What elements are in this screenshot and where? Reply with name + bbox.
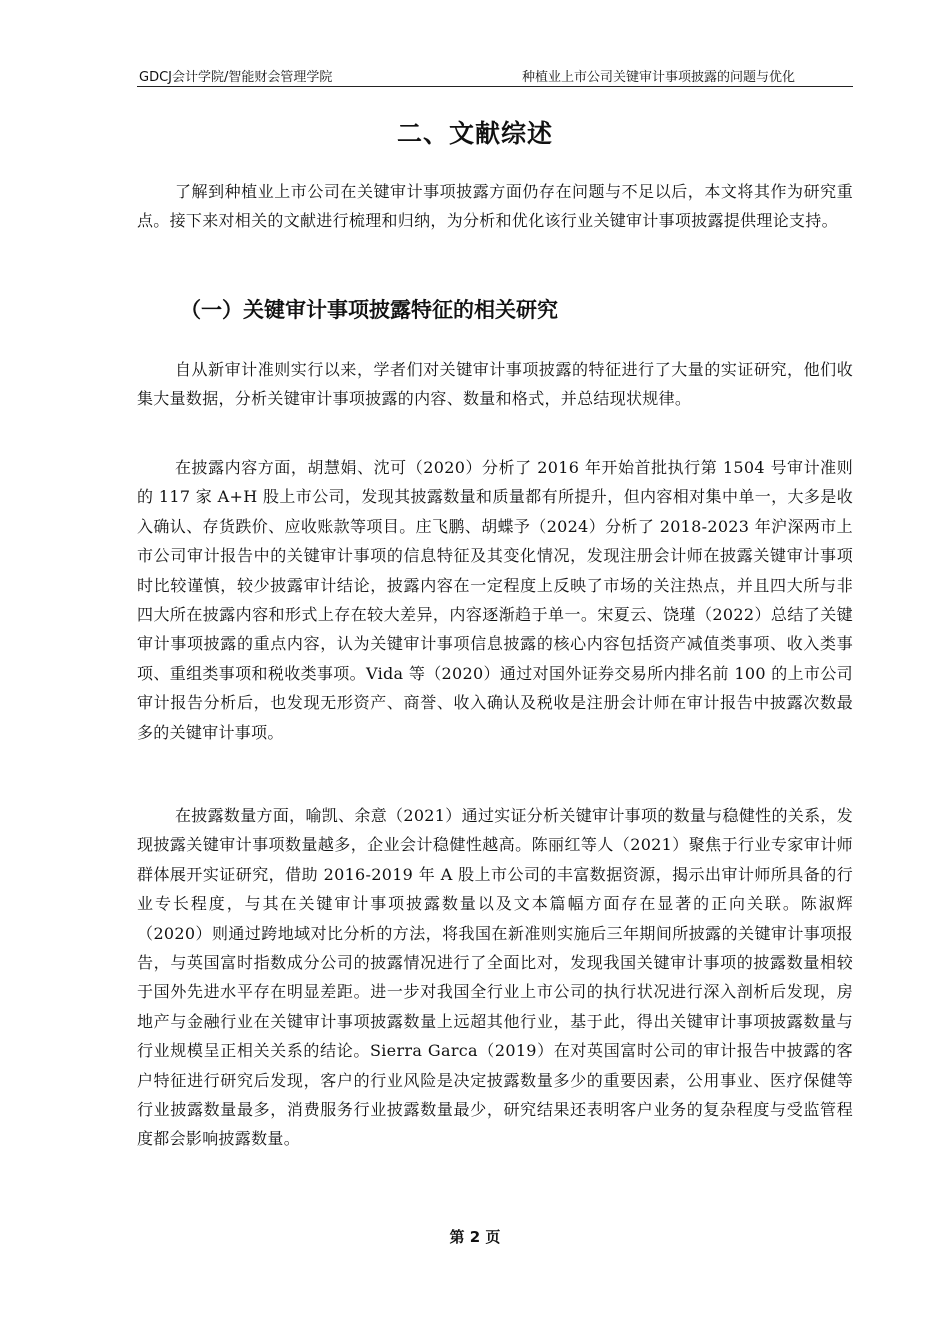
intro-paragraph: 了解到种植业上市公司在关键审计事项披露方面仍存在问题与不足以后，本文将其作为研究重点。接下来对相关的文献进行梳理和归纳，为分析和优化该行业关键审计事项披露提供理论支持。 [137, 182, 853, 231]
chapter-title: 二、文献综述 [396, 119, 553, 148]
body-paragraph-3: 在披露数量方面，喻凯、余意（2021）通过实证分析关键审计事项的数量与稳健性的关系，发现披露关键审计事项数量越多，企业会计稳健性越高。陈丽红等人（2021）聚焦于行业专家审计师群体展开实证研究，借助 2016-2019 年 A 股上市公司的丰富数据资源，揭示出审计师所具备的行业专长程度，与其在关键审计事项披露数量以及文本篇幅方面存在显著的正向关联。陈淑辉（2020）则通过跨地域对比分析的方法，将我国在新准则实施后三年期间所披露的关键审计事项报告，与英国富时指数成分公司的披露情况进行了全面比对，发现我国关键审计事项的披露数量相较于国外先进水平存在明显差距。进一步对我国全行业上市公司的执行状况进行深入剖析后发现，房地产与金融行业在关键审计事项披露数量上远超其他行业，基于此，得出关键审计事项披露数量与行业规模呈正相关关系的结论。Sierra Garca（2019）在对英国富时公司的审计报告中披露的客户特征进行研究后发现，客户的行业风险是决定披露数量多少的重要因素，公用事业、医疗保健等行业披露数量最多，消费服务行业披露数量最少，研究结果还表明客户业务的复杂程度与受监管程度都会影响披露数量。 [137, 806, 853, 1149]
page-header [137, 64, 853, 87]
page-number: 第 2 页 [449, 1228, 501, 1246]
header-left-text: GDCJ会计学院/智能财会管理学院 [139, 70, 333, 85]
section-title: （一）关键审计事项披露特征的相关研究 [180, 298, 558, 322]
body-paragraph-2: 在披露内容方面，胡慧娟、沈可（2020）分析了 2016 年开始首批执行第 1504 号审计准则的 117 家 A+H 股上市公司，发现其披露数量和质量都有所提升，但内容相对集中单一，大多是收入确认、存货跌价、应收账款等项目。庄飞鹏、胡蝶予（2024）分析了 2018-2023 年沪深两市上市公司审计报告中的关键审计事项的信息特征及其变化情况，发现注册会计师在披露关键审计事项时比较谨慎，较少披露审计结论，披露内容在一定程度上反映了市场的关注热点，并且四大所与非四大所在披露内容和形式上存在较大差异，内容逐渐趋于单一。宋夏云、饶瑾（2022）总结了关键审计事项披露的重点内容，认为关键审计事项信息披露的核心内容包括资产减值类事项、收入类事项、重组类事项和税收类事项。Vida 等（2020）通过对国外证券交易所内排名前 100 的上市公司审计报告分析后，也发现无形资产、商誉、收入确认及税收是注册会计师在审计报告中披露次数最多的关键审计事项。 [137, 458, 853, 742]
body-paragraph-1: 自从新审计准则实行以来，学者们对关键审计事项披露的特征进行了大量的实证研究，他们收集大量数据，分析关键审计事项披露的内容、数量和格式，并总结现状规律。 [137, 360, 853, 409]
header-right-text: 种植业上市公司关键审计事项披露的问题与优化 [521, 70, 795, 85]
